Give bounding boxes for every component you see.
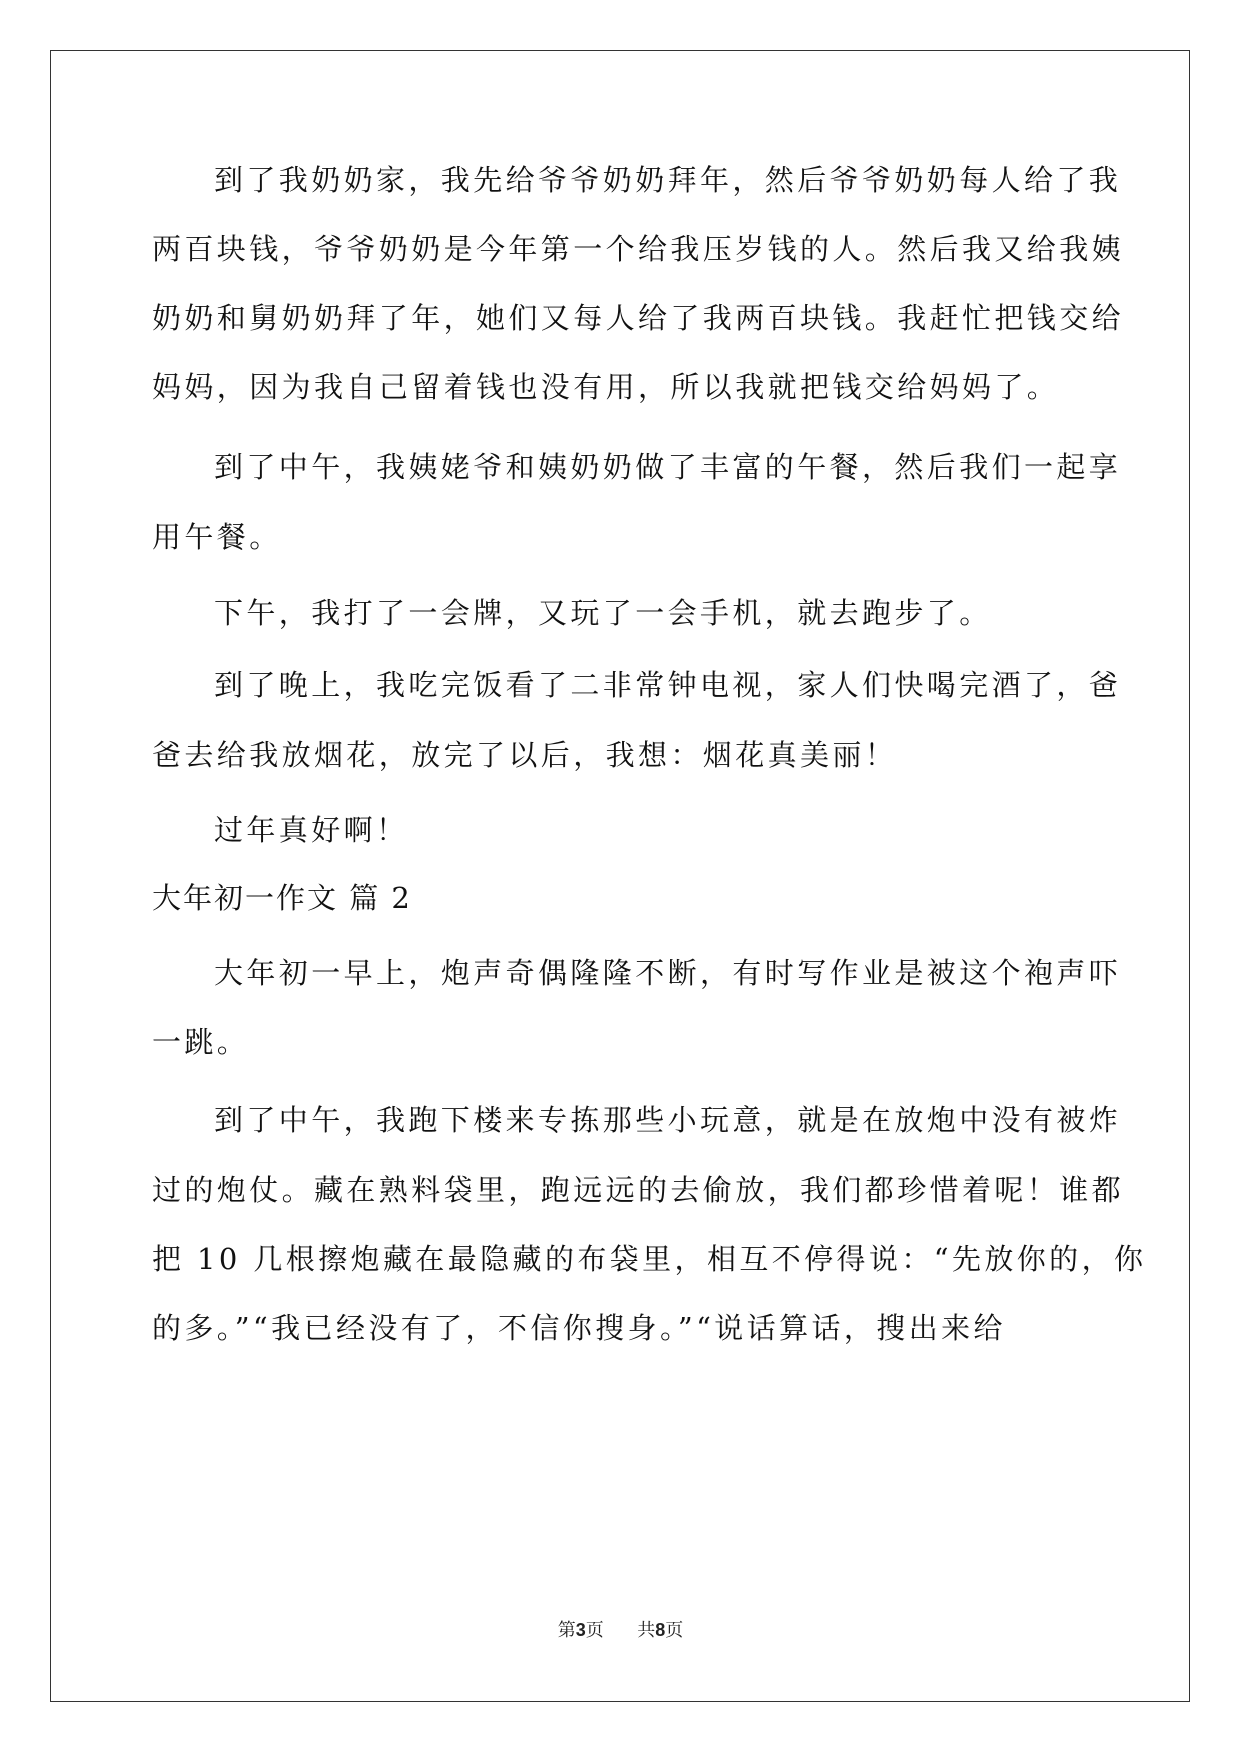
paragraph-line: 到了晚上，我吃完饭看了二非常钟电视，家人们快喝完酒了，爸 (214, 668, 1122, 702)
paragraph-line: 到了我奶奶家，我先给爷爷奶奶拜年，然后爷爷奶奶每人给了我 (214, 163, 1122, 197)
page-number-suffix: 页 (585, 1620, 604, 1641)
paragraph-line: 妈妈，因为我自己留着钱也没有用，所以我就把钱交给妈妈了。 (152, 370, 1060, 404)
paragraph-line: 的多。”“我已经没有了，不信你搜身。”“说话算话，搜出来给 (152, 1311, 1006, 1345)
paragraph-line: 到了中午，我跑下楼来专拣那些小玩意，就是在放炮中没有被炸 (214, 1103, 1122, 1137)
page-number: 3 (575, 1620, 586, 1640)
paragraph-line: 爸去给我放烟花，放完了以后，我想：烟花真美丽！ (152, 738, 898, 772)
page-number-prefix: 第 (557, 1620, 576, 1641)
total-pages-suffix: 页 (665, 1620, 684, 1641)
section-heading: 大年初一作文 篇 2 (152, 881, 412, 915)
paragraph-line: 大年初一早上，炮声奇偶隆隆不断，有时写作业是被这个袍声吓 (214, 956, 1122, 990)
paragraph-line: 过年真好啊！ (214, 813, 409, 847)
paragraph-line: 一跳。 (152, 1025, 250, 1059)
paragraph-line: 两百块钱，爷爷奶奶是今年第一个给我压岁钱的人。然后我又给我姨 (152, 232, 1125, 266)
total-pages-prefix: 共 (637, 1620, 656, 1641)
paragraph-line: 奶奶和舅奶奶拜了年，她们又每人给了我两百块钱。我赶忙把钱交给 (152, 301, 1125, 335)
paragraph-line: 过的炮仗。藏在熟料袋里，跑远远的去偷放，我们都珍惜着呢！谁都 (152, 1173, 1125, 1207)
paragraph-line: 下午，我打了一会牌，又玩了一会手机，就去跑步了。 (214, 596, 992, 630)
total-pages: 8 (655, 1620, 666, 1640)
paragraph-line: 到了中午，我姨姥爷和姨奶奶做了丰富的午餐，然后我们一起享 (214, 450, 1122, 484)
paragraph-line: 把 10 几根擦炮藏在最隐藏的布袋里，相互不停得说：“先放你的，你 (152, 1242, 1147, 1276)
page-footer (0, 1618, 1241, 1643)
paragraph-line: 用午餐。 (152, 520, 282, 554)
